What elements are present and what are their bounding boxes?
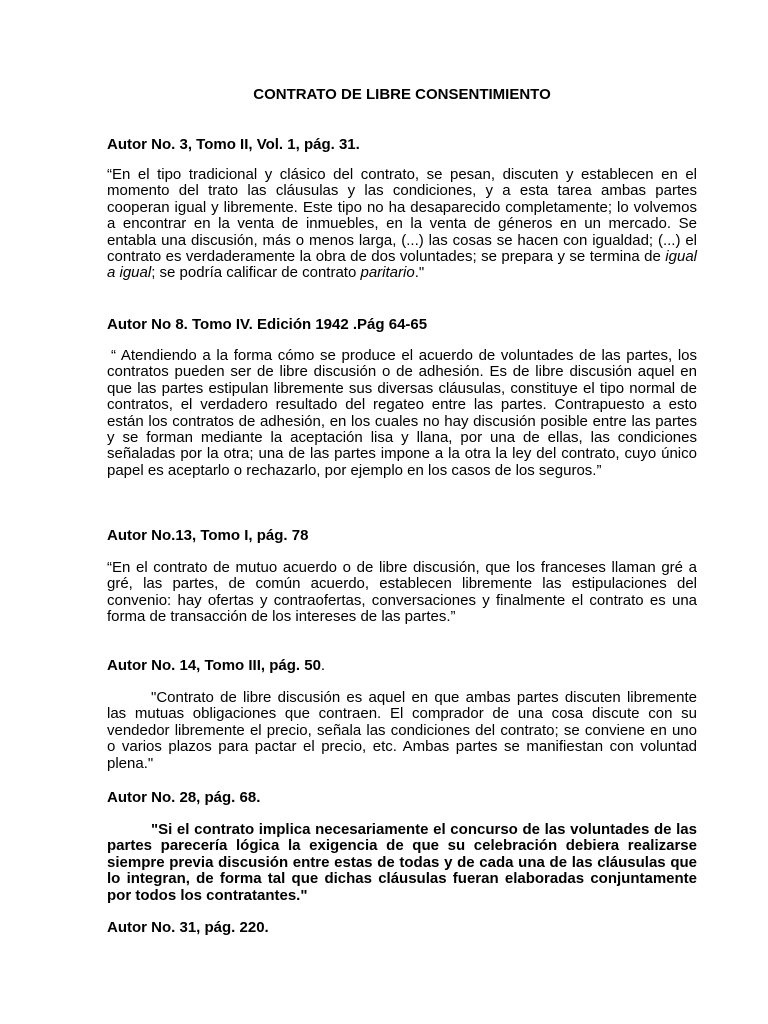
document-title: CONTRATO DE LIBRE CONSENTIMIENTO [253,86,551,103]
body-text: ; se podría calificar de contrato [151,264,361,282]
section-heading: Autor No. 28, pág. 68. [107,789,261,806]
section-heading: Autor No. 31, pág. 220. [107,919,269,936]
emphasis-text: paritario [360,264,415,282]
section-heading: Autor No.13, Tomo I, pág. 78 [107,527,309,544]
section-heading: Autor No 8. Tomo IV. Edición 1942 .Pág 64-65 [107,316,428,333]
section-body [107,167,697,282]
section-body: “En el contrato de mutuo acuerdo o de libre discusión, que los franceses llaman gré a gré, las partes, de común acuerdo, establecen libremente las estipulaciones del convenio: hay ofertas y contraofertas, conversaciones y finalmente el contrato es una forma de transacción de los intereses de las partes.” [107,559,697,626]
section-body: "Contrato de libre discusión es aquel en que ambas partes discuten libremente las mutuas obligaciones que contraen. El comprador de una cosa discute con su vendedor libremente el precio, señala las condiciones del contrato; se conviene en uno o varios plazos para pactar el precio, etc. Ambas partes se manifiestan con voluntad plena." [107,689,697,772]
body-text: ." [414,264,425,282]
emphasis-text: igual a igual [107,248,697,282]
section-heading: Autor No. 3, Tomo II, Vol. 1, pág. 31. [107,136,360,153]
section-heading [107,658,325,674]
heading-text: Autor No. 14, Tomo III, pág. 50 [107,657,321,674]
body-text: “En el tipo tradicional y clásico del contrato, se pesan, discuten y establecen en el momento del trato las cláusulas y las condiciones, y a esta tarea ambas partes cooperan igual y libremente. Este tipo no ha desaparecido completamente; lo volvemos a encontrar en la venta de inmuebles, en la venta de géneros en un mercado. Se entabla una discusión, más o menos larga, (...) las cosas se hacen con igualdad; (...) el contrato es verdaderamente la obra de dos voluntades; se prepara y se termina de [107,166,697,266]
section-body: "Si el contrato implica necesariamente el concurso de las voluntades de las partes parecería lógica la exigencia de que su celebración debiera realizarse siempre previa discusión entre estas de todas y de cada una de las cláusulas que lo integran, de forma tal que dichas cláusulas fueran elaboradas conjuntamente por todos los contratantes." [107,821,697,904]
section-body: “ Atendiendo a la forma cómo se produce el acuerdo de voluntades de las partes, los contratos pueden ser de libre discusión o de adhesión. Es de libre discusión aquel en que las partes estipulan libremente sus diversas cláusulas, constituye el tipo normal de contratos, el verdadero resultado del regateo entre las partes. Contrapuesto a esto están los contratos de adhesión, en los cuales no hay discusión posible entre las partes y se forman mediante la aceptación lisa y llana, por una de ellas, las condiciones señaladas por la otra; una de las partes impone a la otra la ley del contrato, cuyo único papel es aceptarlo o rechazarlo, por ejemplo en los casos de los seguros.” [107,347,697,479]
heading-tail: . [320,657,326,674]
